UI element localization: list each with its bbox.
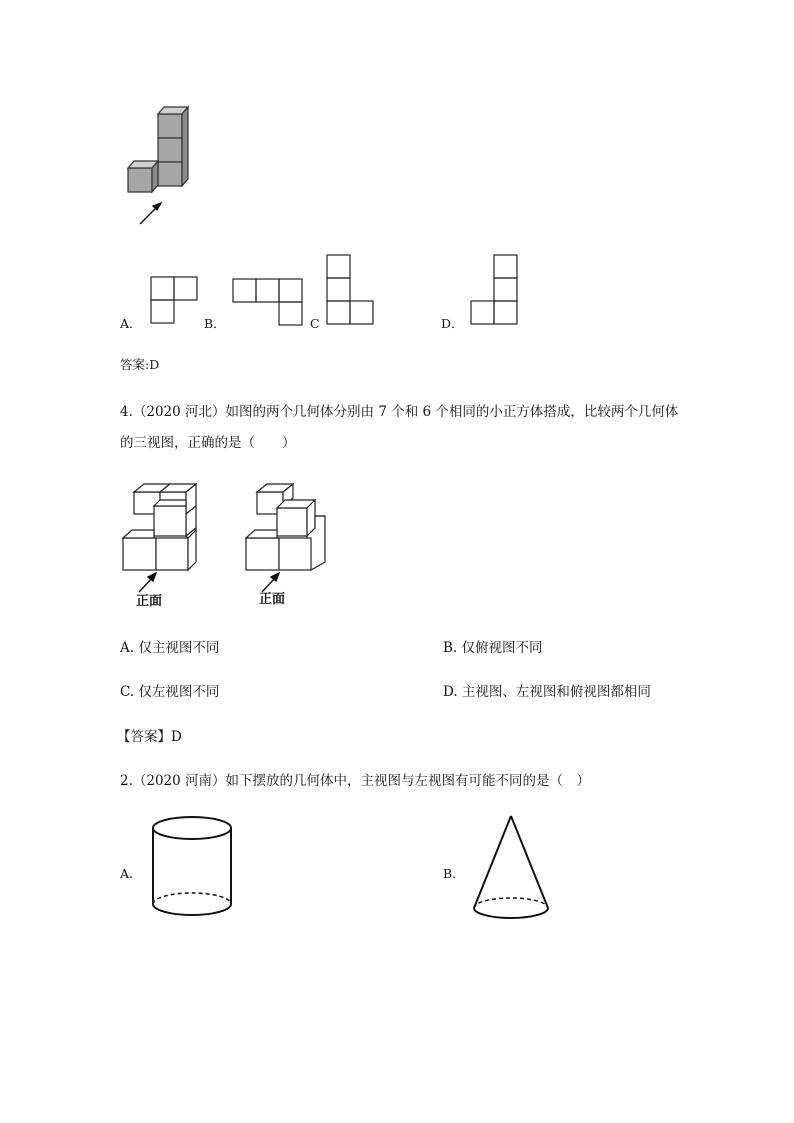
option-d-label: D． bbox=[441, 316, 464, 331]
answer-prev: 答案:D bbox=[120, 357, 160, 372]
cube-stack-figure bbox=[120, 100, 200, 235]
q4-stem-line1: 4.（2020 河北）如图的两个几何体分别由 7 个和 6 个相同的小正方体搭成，比较两个几何体 bbox=[120, 404, 679, 420]
option-b-figure bbox=[232, 278, 304, 328]
q2-option-b: B. bbox=[443, 866, 457, 881]
q4-option-d: D. 主视图、左视图和俯视图都相同 bbox=[443, 684, 651, 700]
q4-option-a: A. 仅主视图不同 bbox=[120, 640, 220, 656]
option-c-label: C bbox=[310, 316, 320, 331]
cylinder-figure bbox=[150, 812, 236, 922]
front-label-left: 正面 bbox=[136, 594, 163, 609]
q4-option-c: C. 仅左视图不同 bbox=[120, 684, 220, 700]
option-c-figure bbox=[326, 254, 376, 328]
q4-answer: 【答案】D bbox=[117, 729, 182, 745]
view-direction-arrow bbox=[140, 203, 161, 224]
cone-figure bbox=[470, 814, 552, 924]
option-d-figure bbox=[470, 254, 520, 328]
q4-option-b: B. 仅俯视图不同 bbox=[443, 640, 543, 656]
q4-stem-line2: 的三视图，正确的是（ ） bbox=[120, 435, 296, 451]
option-b-label: B． bbox=[204, 316, 226, 331]
solid-left-figure bbox=[122, 482, 212, 574]
q2-stem: 2.（2020 河南）如下摆放的几何体中，主视图与左视图有可能不同的是（ ） bbox=[120, 773, 591, 789]
option-a-figure bbox=[150, 276, 200, 326]
solid-right-figure bbox=[245, 482, 335, 574]
front-label-right: 正面 bbox=[259, 592, 286, 607]
q2-option-a: A. bbox=[120, 866, 134, 881]
option-a-label: A． bbox=[120, 316, 142, 331]
